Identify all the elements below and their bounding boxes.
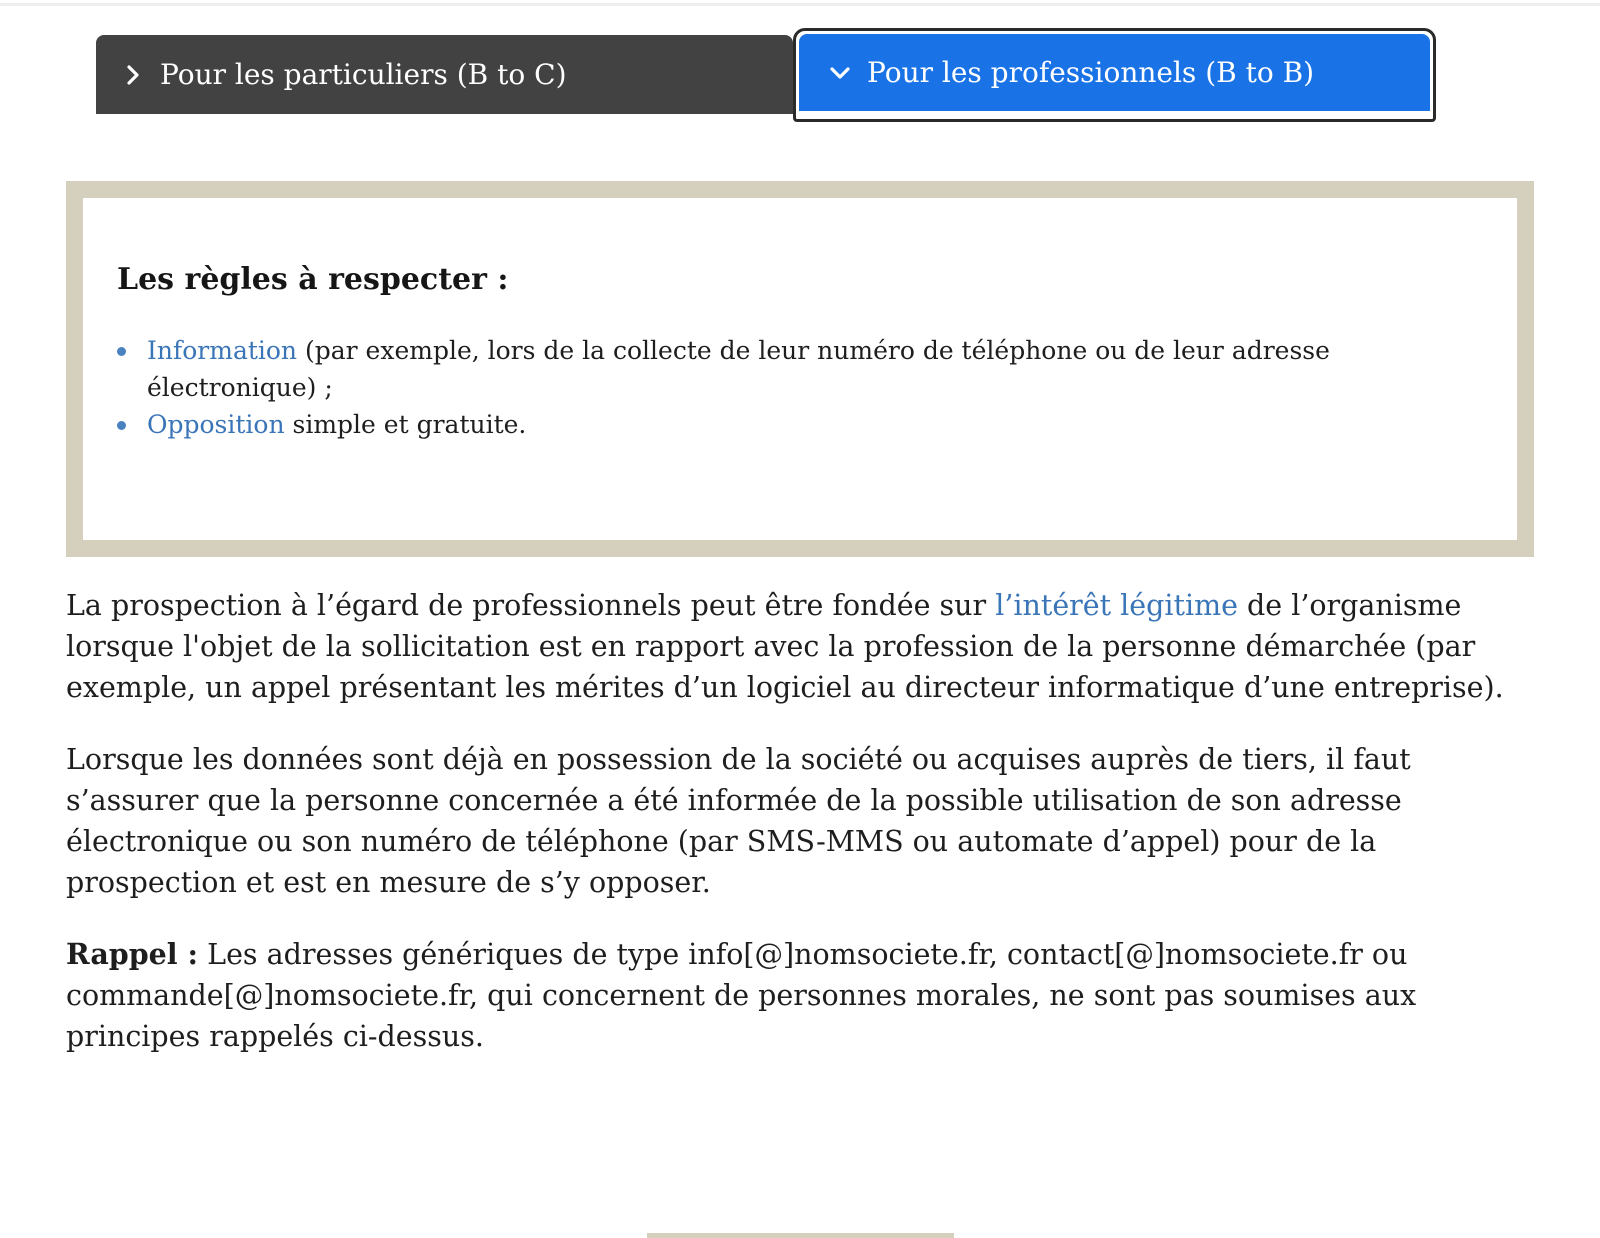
paragraph-rappel [66, 934, 1536, 1057]
top-divider [0, 3, 1600, 6]
rules-list [117, 332, 1457, 443]
tab-professionnels[interactable] [793, 28, 1436, 122]
link-interet-legitime[interactable]: l’intérêt légitime [995, 589, 1238, 622]
paragraph-text: La prospection à l’égard de professionnels peut être fondée sur [66, 589, 996, 622]
tab-particuliers[interactable] [96, 35, 793, 114]
rules-box [66, 181, 1534, 557]
tab-professionnels-header[interactable] [799, 34, 1430, 111]
list-item [117, 406, 1457, 443]
rappel-label: Rappel : [66, 937, 199, 971]
bullet-dot-icon [117, 421, 126, 430]
link-information[interactable]: Information [147, 336, 298, 365]
tab-professionnels-label: Pour les professionnels (B to B) [867, 56, 1315, 89]
link-opposition[interactable]: Opposition [147, 410, 285, 439]
paragraph-text: de l’organisme lorsque l'objet de la sollicitation est en rapport avec la profession de la personne démarchée (par exemple, un appel présentant les mérites d’un logiciel au directeur informatique d’une entreprise). [66, 589, 1504, 704]
rules-title: Les règles à respecter : [117, 262, 509, 297]
chevron-down-icon [829, 62, 851, 84]
paragraph-donnees: Lorsque les données sont déjà en possession de la société ou acquises auprès de tiers, il faut s’assurer que la personne concernée a été informée de la possible utilisation de son adresse électronique ou son numéro de téléphone (par SMS-MMS ou automate d’appel) pour de la prospection et est en mesure de s’y opposer. [66, 743, 1411, 899]
rule-text-opposition: simple et gratuite. [284, 410, 527, 439]
bottom-divider [647, 1233, 954, 1238]
chevron-right-icon [122, 64, 144, 86]
audience-tabs [96, 28, 1536, 124]
tab-particuliers-label: Pour les particuliers (B to C) [160, 58, 567, 91]
list-item [117, 332, 1457, 406]
paragraph-interet-legitime [66, 585, 1536, 708]
main-content [66, 585, 1536, 1088]
bullet-dot-icon [117, 347, 126, 356]
rule-text-information: (par exemple, lors de la collecte de leur numéro de téléphone ou de leur adresse électronique) ; [147, 336, 1330, 402]
paragraph-text: Les adresses génériques de type info[@]nomsociete.fr, contact[@]nomsociete.fr ou commande[@]nomsociete.fr, qui concernent de personnes morales, ne sont pas soumises aux principes rappelés ci-dessus. [66, 938, 1417, 1053]
